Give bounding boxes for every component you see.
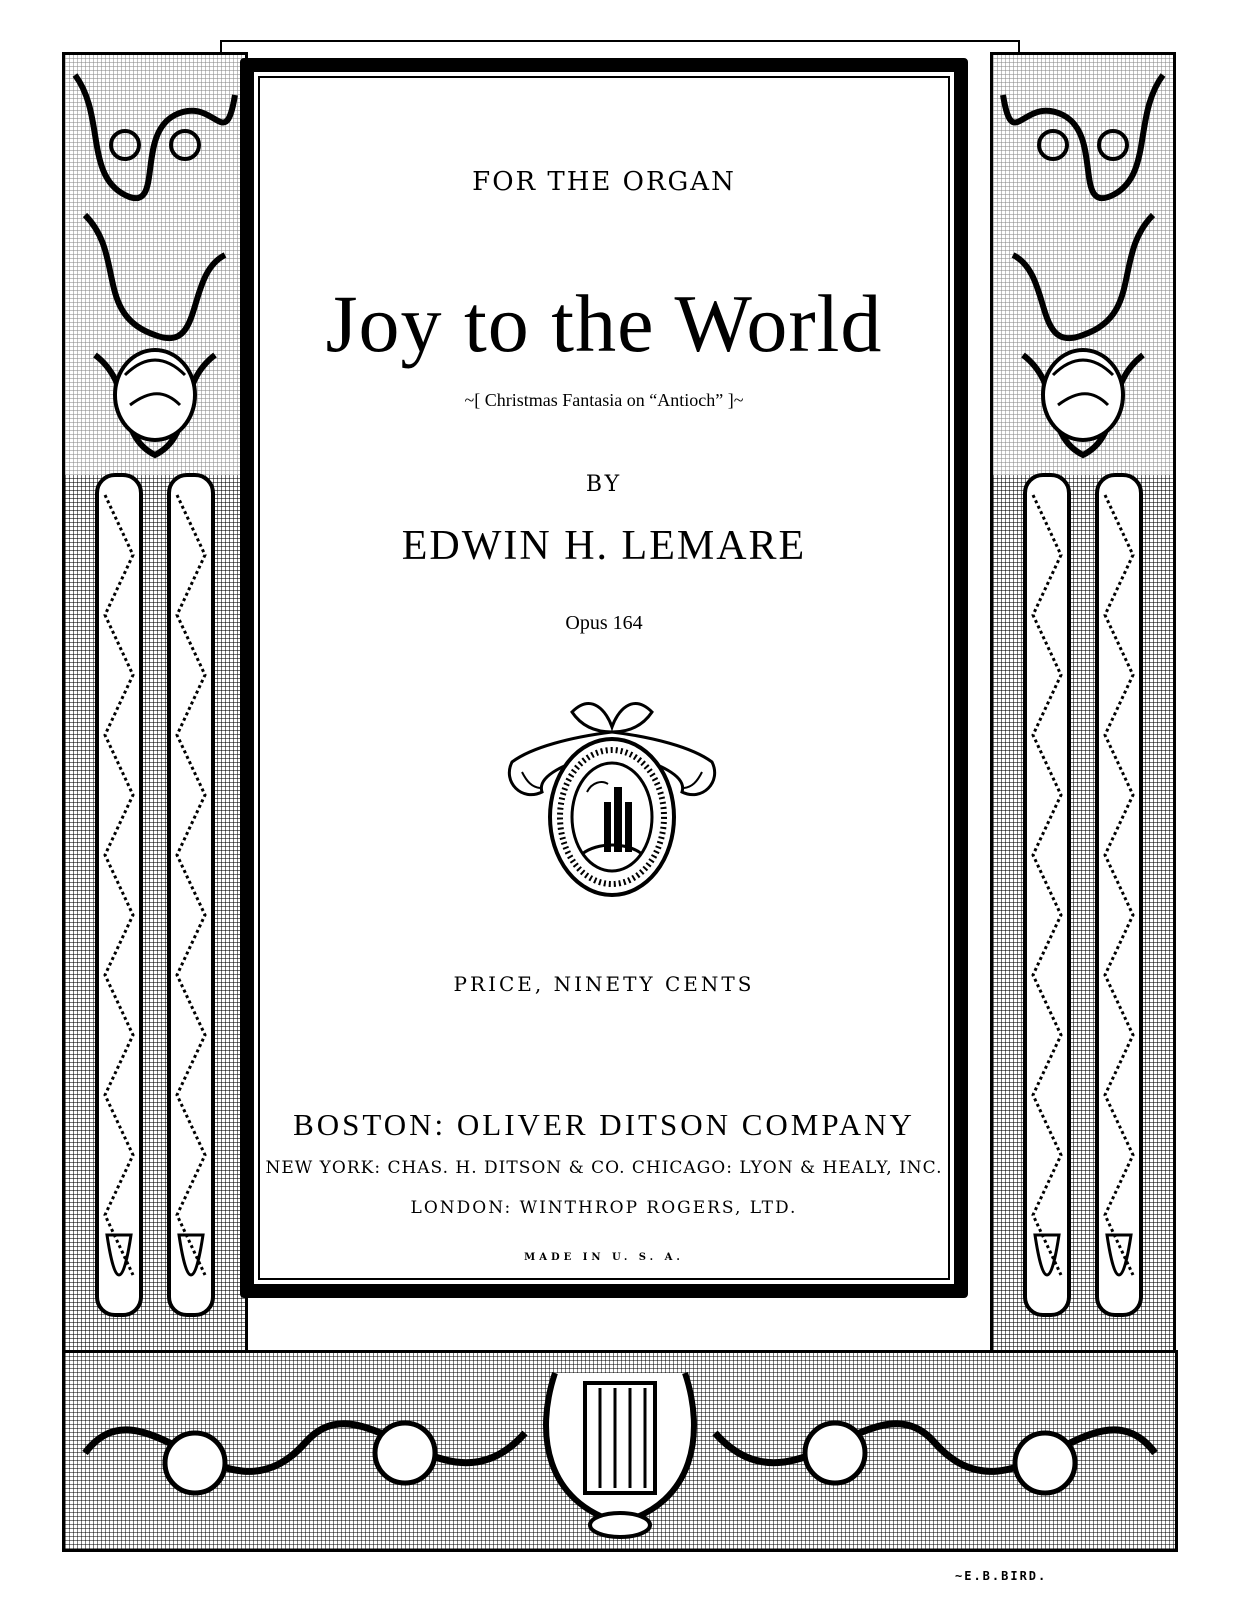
- title-panel: [240, 58, 968, 1298]
- artist-signature: ~E.B.BIRD.: [955, 1569, 1048, 1583]
- by-label: BY: [585, 472, 623, 497]
- organ-pipe-medallion-icon: [502, 692, 722, 902]
- acanthus-column-icon: [65, 55, 245, 1359]
- right-ornamental-column: [990, 52, 1176, 1362]
- made-in-label: MADE IN U. S. A.: [524, 1252, 684, 1263]
- price-label: PRICE, NINETY CENTS: [453, 972, 755, 996]
- piece-title: Joy to the World: [325, 278, 883, 369]
- publisher-london: LONDON: WINTHROP ROGERS, LTD.: [410, 1198, 798, 1218]
- piece-subtitle: ~[ Christmas Fantasia on “Antioch” ]~: [464, 390, 744, 410]
- composer-name: EDWIN H. LEMARE: [401, 523, 807, 569]
- left-ornamental-column: [62, 52, 248, 1362]
- publisher-branches: NEW YORK: CHAS. H. DITSON & CO. CHICAGO: LYON & HEALY, INC.: [265, 1158, 943, 1178]
- bottom-ornamental-frieze: [62, 1350, 1178, 1552]
- publisher-name: BOSTON: OLIVER DITSON COMPANY: [293, 1107, 915, 1142]
- instrument-heading: FOR THE ORGAN: [472, 167, 736, 197]
- acanthus-column-icon: [993, 55, 1173, 1359]
- opus-number: Opus 164: [565, 612, 643, 634]
- acanthus-lyre-frieze-icon: [65, 1353, 1175, 1549]
